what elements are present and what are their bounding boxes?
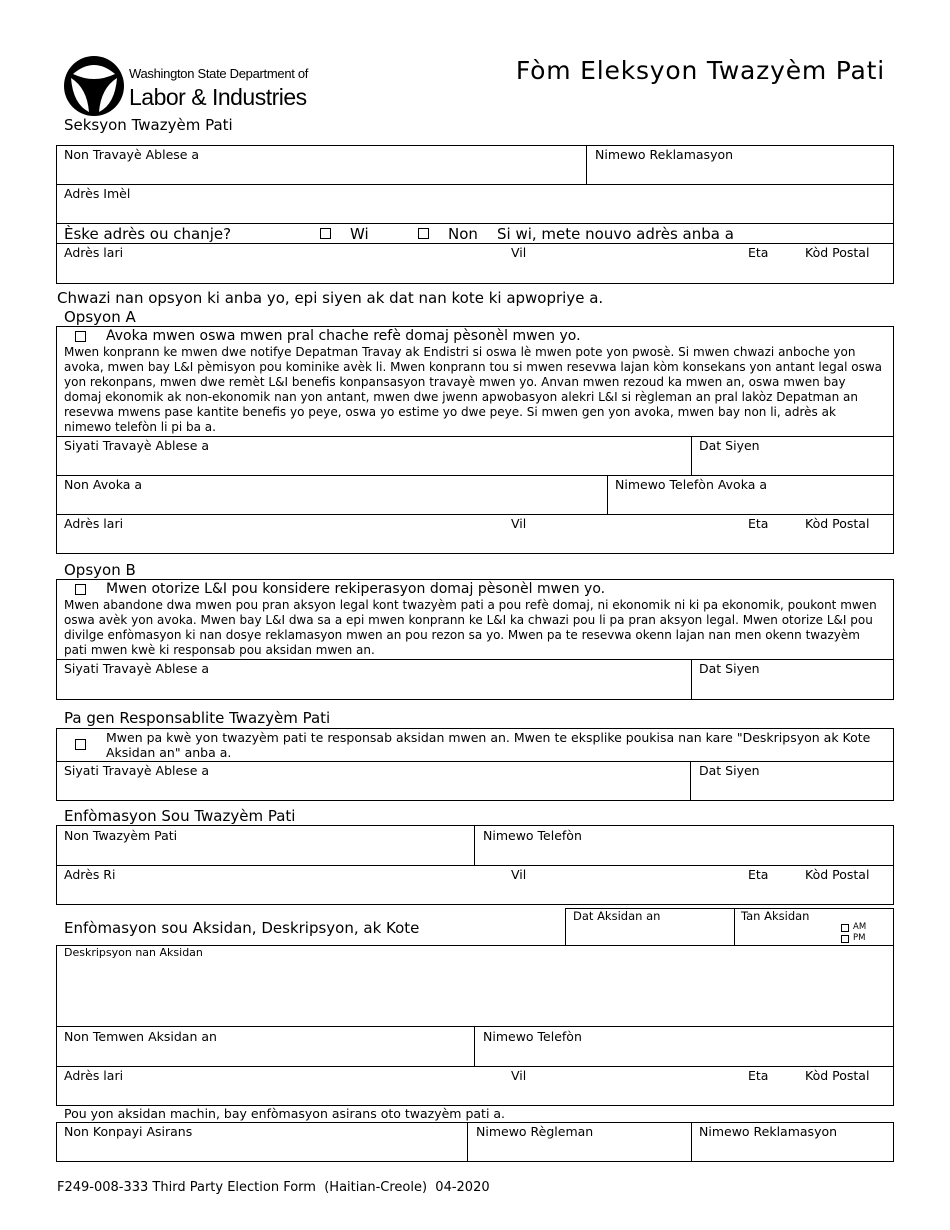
no-responsibility-heading: Pa gen Responsablite Twazyèm Pati [64, 709, 331, 727]
divider [56, 1026, 894, 1027]
insurance-note: Pou yon aksidan machin, bay enfòmasyon asirans oto twazyèm pati a. [64, 1106, 506, 1121]
lni-logo-icon [63, 54, 125, 116]
option-a-heading: Opsyon A [64, 308, 136, 326]
divider [56, 475, 894, 476]
divider [467, 1122, 468, 1162]
witness-phone-field[interactable]: Nimewo Telefòn [483, 1029, 582, 1044]
attorney-state-label: Eta [748, 516, 769, 531]
form-title: Fòm Eleksyon Twazyèm Pati [515, 56, 885, 85]
form-footer: F249-008-333 Third Party Election Form (Haitian-Creole) 04-2020 [57, 1180, 490, 1195]
attorney-phone-field[interactable]: Nimewo Telefòn Avoka a [615, 477, 768, 492]
am-checkbox[interactable] [841, 924, 849, 932]
pm-checkbox[interactable] [841, 935, 849, 943]
option-a-date-field[interactable]: Dat Siyen [699, 438, 760, 453]
third-party-info-heading: Enfòmasyon Sou Twazyèm Pati [64, 807, 296, 825]
divider [474, 825, 475, 865]
witness-city-label: Vil [511, 1068, 527, 1083]
divider [734, 908, 735, 946]
state-label: Eta [748, 245, 769, 260]
witness-name-field[interactable]: Non Temwen Aksidan an [64, 1029, 217, 1044]
divider [56, 243, 894, 244]
attorney-address-label: Adrès lari [64, 516, 124, 531]
accident-date-label: Dat Aksidan an [573, 909, 661, 923]
third-party-zip-label: Kòd Postal [805, 867, 870, 882]
divider [690, 761, 691, 801]
option-b-text: Mwen abandone dwa mwen pou pran aksyon legal kont twazyèm pati a pou refè domaj, ni ekonomik ni ki pa ekonomik, poukont mwen oswa avèk yon avoka. Mwen bay L&I dwa sa a epi mwen konprann ke L&I ka chwazi pou li pa pran aksyon legal. Mwen otorize L&I pou divilge enfòmasyon ki nan dosye reklamasyon mwen an pou rezon sa yo. Mwen pa te resevwa okenn lajan nan men okenn twazyèm pati mwen kwè ki responsab pou aksidan mwen an. [64, 598, 877, 657]
section-heading-party: Seksyon Twazyèm Pati [64, 116, 233, 134]
option-a-signature-field[interactable]: Siyati Travayè Ablese a [64, 438, 210, 453]
witness-zip-label: Kòd Postal [805, 1068, 870, 1083]
divider [56, 223, 894, 224]
no-responsibility-date-field[interactable]: Dat Siyen [699, 763, 760, 778]
option-b-heading: Opsyon B [64, 561, 136, 579]
no-label: Non [448, 225, 478, 243]
third-party-address-label: Adrès Ri [64, 867, 116, 882]
option-b-signature-field[interactable]: Siyati Travayè Ablese a [64, 661, 210, 676]
insurance-company-field[interactable]: Non Konpayi Asirans [64, 1124, 193, 1139]
if-yes-instruction: Si wi, mete nouvo adrès anba a [497, 225, 734, 243]
option-b-checkbox[interactable] [75, 584, 86, 595]
witness-address-label: Adrès lari [64, 1068, 124, 1083]
accident-description-field[interactable]: Deskripsyon nan Aksidan [64, 946, 203, 959]
third-party-name-field[interactable]: Non Twazyèm Pati [64, 828, 178, 843]
option-b-checkbox-label: Mwen otorize L&I pou konsidere rekiperasyon domaj pèsonèl mwen yo. [106, 581, 606, 597]
no-responsibility-signature-field[interactable]: Siyati Travayè Ablese a [64, 763, 210, 778]
divider [56, 436, 894, 437]
address-changed-no-checkbox[interactable] [418, 228, 429, 239]
accident-time-label: Tan Aksidan [741, 909, 810, 923]
pm-label: PM [853, 933, 866, 943]
mailing-address-label: Adrès lari [64, 245, 124, 260]
no-responsibility-checkbox[interactable] [75, 739, 86, 750]
zip-label: Kòd Postal [805, 245, 870, 260]
am-label: AM [853, 922, 867, 932]
divider [56, 865, 894, 866]
yes-label: Wi [350, 225, 369, 243]
third-party-city-label: Vil [511, 867, 527, 882]
option-a-text: Mwen konprann ke mwen dwe notifye Depatman Travay ak Endistri si oswa lè mwen pote yon pwosè. Si mwen chwazi anboche yon avoka, mwen bay L&I pèmisyon pou kominike avèk li. Mwen konprann tou si mwen resevwa lajan kòm konsekans yon antant legal oswa yon rekonpans, mwen dwe remèt L&I benefis konpansasyon travayè mwen yo. Anvan mwen rezoud ka mwen an, oswa mwen bay domaj ekonomik ak non-ekonomik nan yon antant, mwen dwe jwenn apwobasyon alekri L&I si règleman an pral lakòz Depatman an resevwa mwens pase kantite benefis yo peye, oswa yo estime yo dwe peye. Si mwen gen yon avoka, mwen bay non li, adrès ak nimewo telefòn li pi ba a. [64, 345, 883, 434]
divider [56, 761, 894, 762]
no-responsibility-label: Mwen pa kwè yon twazyèm pati te responsab aksidan mwen an. Mwen te eksplike poukisa nan kare "Deskripsyon ak Kote Aksidan an" anba a. [106, 730, 871, 760]
third-party-state-label: Eta [748, 867, 769, 882]
divider [56, 1066, 894, 1067]
option-a-checkbox-label: Avoka mwen oswa mwen pral chache refè domaj pèsonèl mwen yo. [106, 328, 581, 344]
divider [586, 145, 587, 184]
instructions: Chwazi nan opsyon ki anba yo, epi siyen ak dat nan kote ki apwopriye a. [57, 289, 604, 307]
city-label: Vil [511, 245, 527, 260]
agency-logo [63, 54, 333, 118]
injured-worker-name-label: Non Travayè Ablese a [64, 147, 200, 162]
attorney-name-field[interactable]: Non Avoka a [64, 477, 143, 492]
option-a-checkbox[interactable] [75, 331, 86, 342]
attorney-zip-label: Kòd Postal [805, 516, 870, 531]
accident-info-heading: Enfòmasyon sou Aksidan, Deskripsyon, ak Kote [64, 919, 420, 937]
divider [691, 436, 692, 475]
divider [474, 1026, 475, 1066]
address-changed-yes-checkbox[interactable] [320, 228, 331, 239]
logo-line1: Washington State Department of [129, 66, 309, 81]
divider [56, 659, 894, 660]
email-label: Adrès Imèl [64, 186, 131, 201]
attorney-city-label: Vil [511, 516, 527, 531]
injured-worker-name-field[interactable] [56, 145, 894, 284]
third-party-phone-field[interactable]: Nimewo Telefòn [483, 828, 582, 843]
divider [607, 475, 608, 514]
divider [691, 659, 692, 700]
insurance-claim-number-field[interactable]: Nimewo Reklamasyon [699, 1124, 838, 1139]
option-b-date-field[interactable]: Dat Siyen [699, 661, 760, 676]
logo-line2: Labor & Industries [129, 84, 307, 110]
divider [56, 514, 894, 515]
policy-number-field[interactable]: Nimewo Règleman [476, 1124, 594, 1139]
divider [691, 1122, 692, 1162]
claim-number-label: Nimewo Reklamasyon [595, 147, 734, 162]
divider [56, 184, 894, 185]
address-changed-question: Èske adrès ou chanje? [64, 225, 232, 243]
witness-state-label: Eta [748, 1068, 769, 1083]
